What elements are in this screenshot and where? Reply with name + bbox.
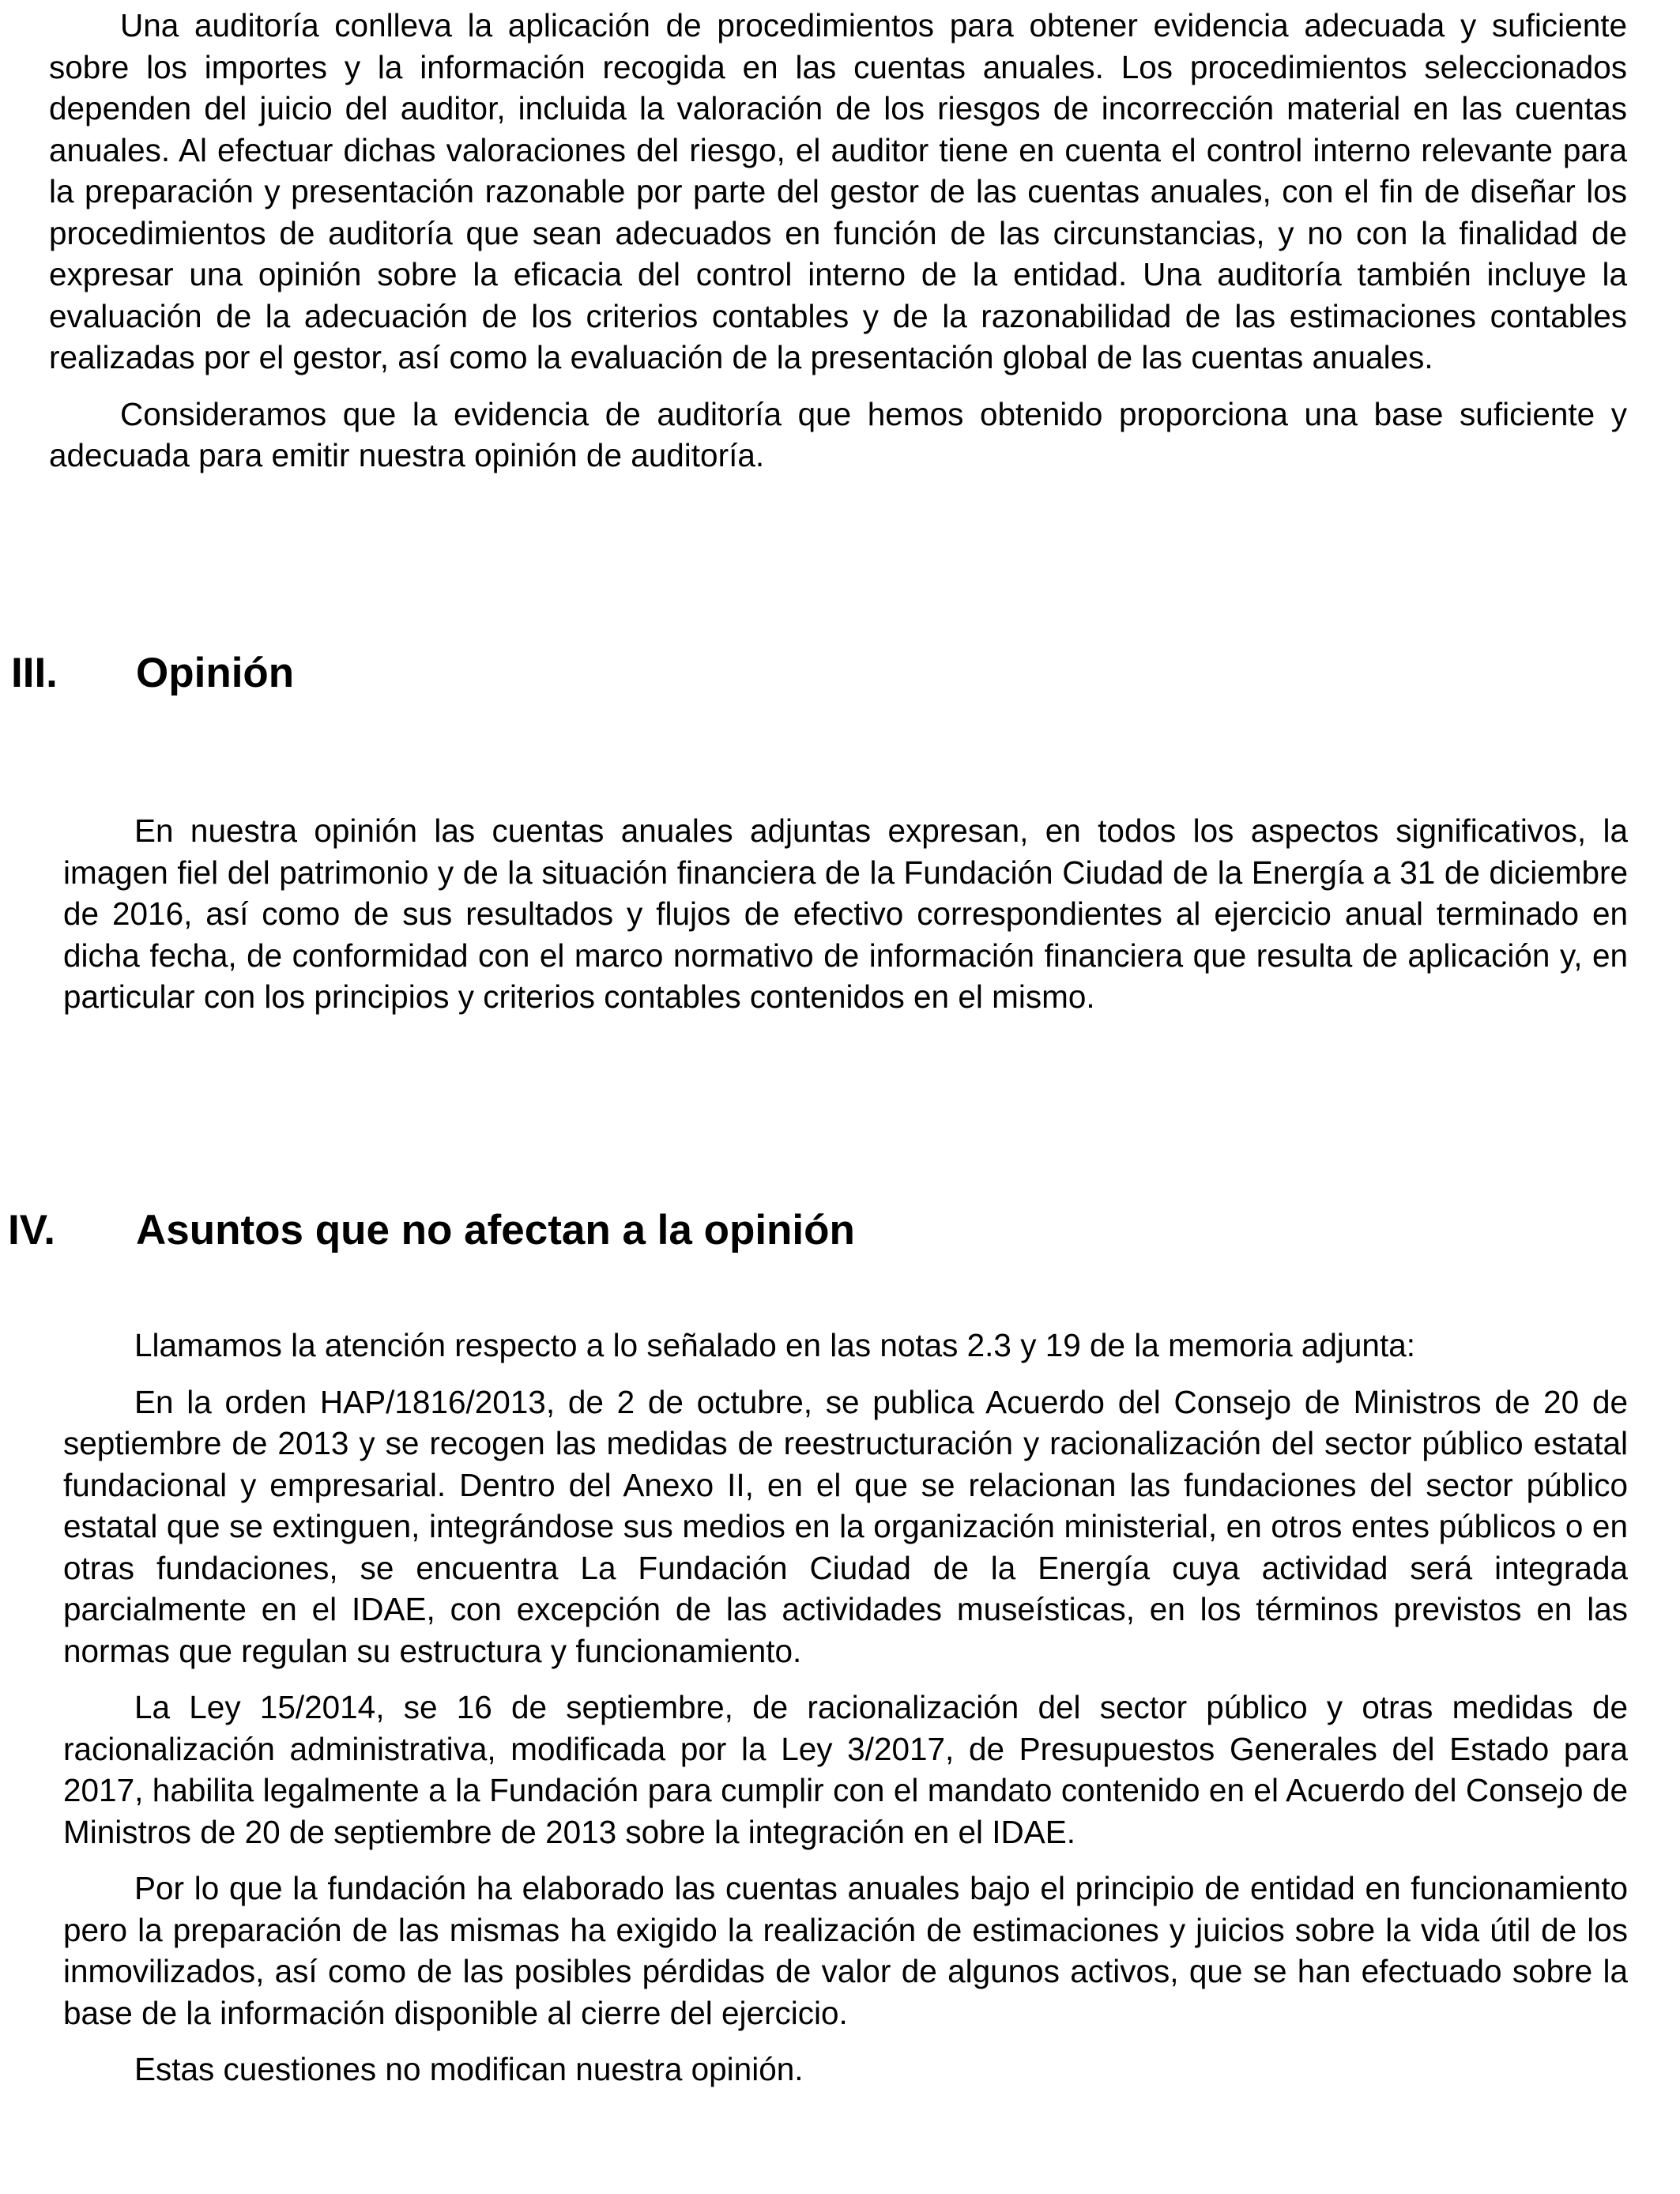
- paragraph-ley-15-2014: La Ley 15/2014, se 16 de septiembre, de racionalización del sector público y otras medidas de racionalización administrativa, modificada por la Ley 3/2017, de Presupuestos Generales del Estado para 2017, habilita legalmente a la Fundación para cumplir con el mandato contenido en el Acuerdo del Consejo de Ministros de 20 de septiembre de 2013 sobre la integración en el IDAE.: [63, 1689, 1628, 1850]
- opinion-text: [63, 810, 1628, 1018]
- paragraph-conclusion: Estas cuestiones no modifican nuestra opinión.: [134, 2051, 804, 2087]
- paragraph-audit-evidence: Consideramos que la evidencia de auditoría que hemos obtenido proporciona una base suficiente y adecuada para emitir nuestra opinión de auditoría.: [49, 395, 1627, 473]
- paragraph-attention: Llamamos la atención respecto a lo señalado en las notas 2.3 y 19 de la memoria adjunta:: [134, 1327, 1415, 1363]
- section-title: Opinión: [136, 650, 295, 696]
- matters-text: [63, 1325, 1628, 2090]
- paragraph-order-hap: En la orden HAP/1816/2013, de 2 de octubre, se publica Acuerdo del Consejo de Ministros de 20 de septiembre de 2013 y se recogen las medidas de reestructuración y racionalización del sector público estatal fundacional y empresarial. Dentro del Anexo II, en el que se relacionan las fundaciones del sector público estatal que se extinguen, integrándose sus medios en la organización ministerial, en otros entes públicos o en otras fundaciones, se encuentra La Fundación Ciudad de la Energía cuya actividad será integrada parcialmente en el IDAE, con excepción de las actividades museísticas, en los términos previstos en las normas que regulan su estructura y funcionamiento.: [63, 1383, 1628, 1669]
- paragraph-going-concern: Por lo que la fundación ha elaborado las cuentas anuales bajo el principio de entidad en funcionamiento pero la preparación de las mismas ha exigido la realización de estimaciones y juicios sobre la vida útil de los inmovilizados, así como de las posibles pérdidas de valor de algunos activos, que se han efectuado sobre la base de la información disponible al cierre del ejercicio.: [63, 1870, 1628, 2031]
- section-heading-opinion: [11, 648, 959, 699]
- paragraph-opinion: En nuestra opinión las cuentas anuales adjuntas expresan, en todos los aspectos significativos, la imagen fiel del patrimonio y de la situación financiera de la Fundación Ciudad de la Energía a 31 de diciembre de 2016, así como de sus resultados y flujos de efectivo correspondientes al ejercicio anual terminado en dicha fecha, de conformidad con el marco normativo de información financiera que resulta de aplicación y, en particular con los principios y criterios contables contenidos en el mismo.: [63, 812, 1628, 1015]
- paragraph-audit-procedures: Una auditoría conlleva la aplicación de procedimientos para obtener evidencia adecuada y suficiente sobre los importes y la información recogida en las cuentas anuales. Los procedimientos seleccionados dependen del juicio del auditor, incluida la valoración de los riesgos de incorrección material en las cuentas anuales. Al efectuar dichas valoraciones del riesgo, el auditor tiene en cuenta el control interno relevante para la preparación y presentación razonable por parte del gestor de las cuentas anuales, con el fin de diseñar los procedimientos de auditoría que sean adecuados en función de las circunstancias, y no con la finalidad de expresar una opinión sobre la eficacia del control interno de la entidad. Una auditoría también incluye la evaluación de la adecuación de los criterios contables y de la razonabilidad de las estimaciones contables realizadas por el gestor, así como la evaluación de la presentación global de las cuentas anuales.: [49, 7, 1627, 375]
- audit-procedures-text: [49, 5, 1627, 477]
- section-heading-matters: [8, 1205, 1193, 1256]
- section-number: IV.: [8, 1207, 55, 1253]
- section-number: III.: [11, 650, 58, 696]
- section-title: Asuntos que no afectan a la opinión: [136, 1207, 855, 1253]
